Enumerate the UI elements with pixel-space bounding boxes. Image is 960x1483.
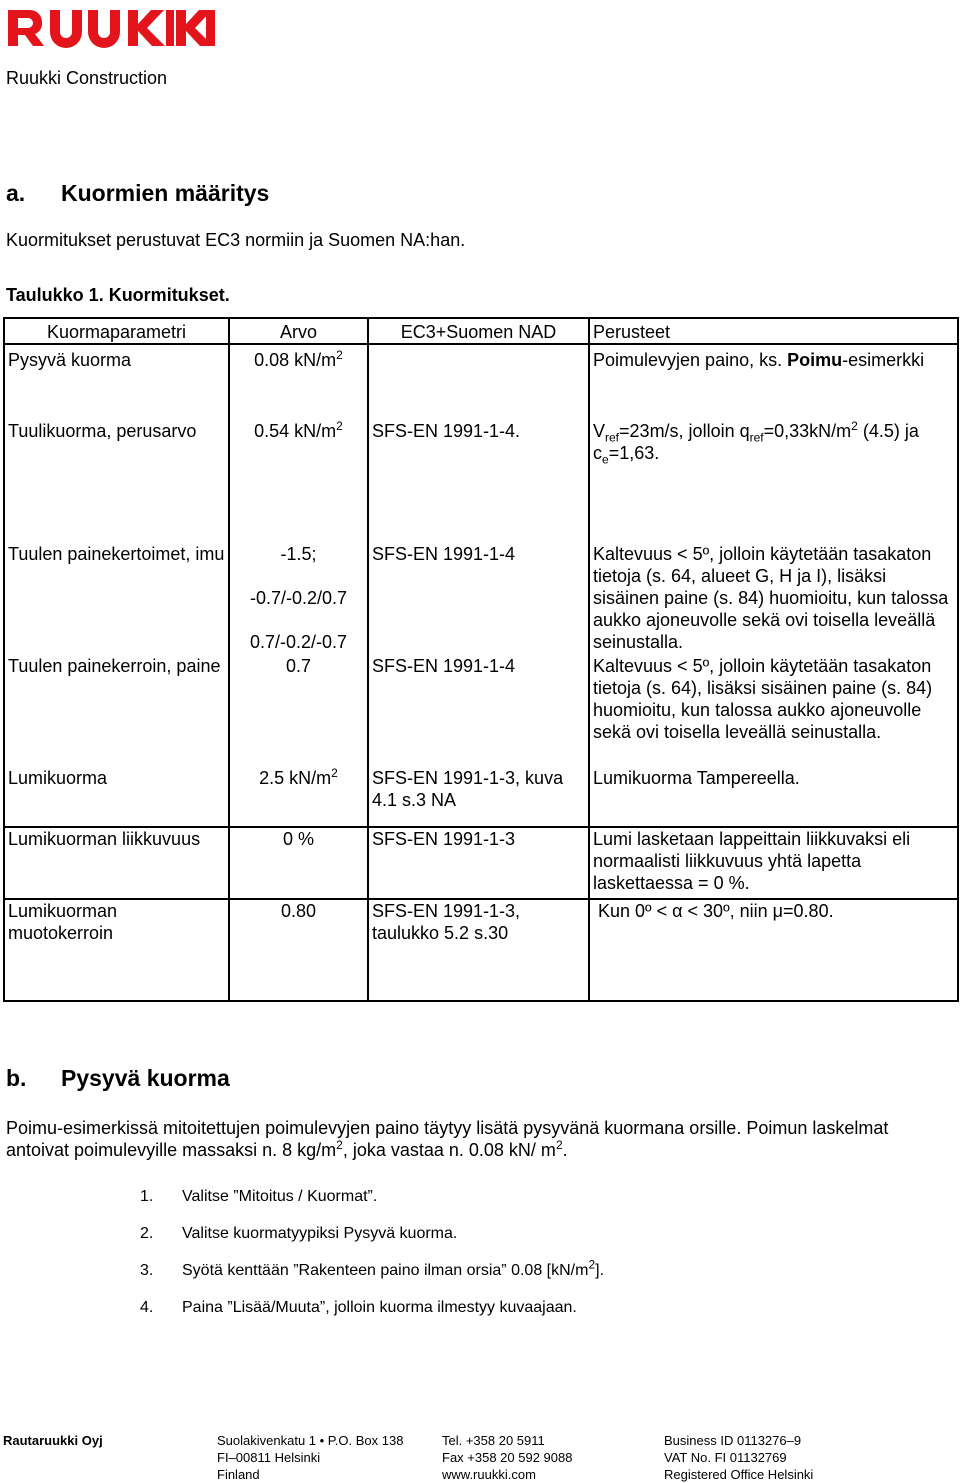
list-item: 1. Valitse ”Mitoitus / Kuormat”. xyxy=(140,1188,378,1205)
cell-ref: SFS-EN 1991-1-4 xyxy=(368,655,589,767)
cell-param: Tuulen painekertoimet, imu xyxy=(4,543,229,655)
cell-param: Tuulen painekerroin, paine xyxy=(4,655,229,767)
header-value: Arvo xyxy=(229,318,368,344)
table-row xyxy=(4,543,958,655)
table-row xyxy=(4,420,958,543)
header-basis: Perusteet xyxy=(589,318,958,344)
ruukki-logo xyxy=(6,2,216,50)
section-a-intro: Kuormitukset perustuvat EC3 normiin ja Suomen NA:han. xyxy=(6,230,466,250)
table-row xyxy=(4,767,958,827)
cell-value: -1.5; -0.7/-0.2/0.7 0.7/-0.2/-0.7 xyxy=(229,543,368,655)
table-header-row xyxy=(4,318,958,344)
list-item: 4. Paina ”Lisää/Muuta”, jolloin kuorma ilmestyy kuvaajaan. xyxy=(140,1299,577,1316)
cell-basis: Kaltevuus < 5º, jolloin käytetään tasakaton tietoja (s. 64), lisäksi sisäinen paine (s. 84) huomioitu, kun talossa aukko ajoneuvolle sekä ovi toisella leveällä seinustalla. xyxy=(589,655,958,767)
cell-ref xyxy=(368,344,589,420)
table-row xyxy=(4,344,958,420)
cell-basis: Kaltevuus < 5º, jolloin käytetään tasakaton tietoja (s. 64, alueet G, H ja I), lisäksi sisäinen paine (s. 84) huomioitu, kun talossa aukko ajoneuvolle sekä ovi toisella leveällä seinustalla. xyxy=(589,543,958,655)
section-b-paragraph: Poimu-esimerkissä mitoitettujen poimulevyjen paino täytyy lisätä pysyvänä kuormana orsille. Poimun laskelmat antoivat poimulevyille massaksi n. 8 $kg/m^2$, joka vastaa n. 0.08 kN/ $m^2$. xyxy=(6,1118,889,1160)
table-row xyxy=(4,655,958,767)
section-a-number: a. xyxy=(6,180,26,206)
cell-ref: SFS-EN 1991-1-3, taulukko 5.2 s.30 xyxy=(368,899,589,1001)
cell-ref: SFS-EN 1991-1-3, kuva 4.1 s.3 NA xyxy=(368,767,589,827)
list-item: 2. Valitse kuormatyypiksi Pysyvä kuorma. xyxy=(140,1225,458,1242)
cell-basis: Kun 0º < α < 30º, niin μ=0.80. xyxy=(589,899,958,1001)
footer-contact: Tel. +358 20 5911 Fax +358 20 592 9088 www.ruukki.com xyxy=(442,1433,573,1482)
table-caption: Taulukko 1. Kuormitukset. xyxy=(6,285,230,305)
ruukki-logo-svg xyxy=(6,2,216,50)
cell-basis: Lumi lasketaan lappeittain liikkuvaksi eli normaalisti liikkuvuus yhtä lapetta laskettaessa = 0 %. xyxy=(589,827,958,899)
cell-value: 2.5 $kN/m^2$ xyxy=(229,767,368,827)
table-row xyxy=(4,827,958,899)
section-b-title: Pysyvä kuorma xyxy=(61,1065,230,1091)
loads-table xyxy=(3,317,959,1002)
cell-value: 0 % xyxy=(229,827,368,899)
cell-param: Lumikuorman liikkuvuus xyxy=(4,827,229,899)
cell-param: Tuulikuorma, perusarvo xyxy=(4,420,229,543)
cell-basis: Poimulevyjen paino, ks. Poimu-esimerkki xyxy=(589,344,958,420)
header-param: Kuormaparametri xyxy=(4,318,229,344)
section-b-heading xyxy=(6,1065,230,1092)
cell-value: 0.54 $kN/m^2$ xyxy=(229,420,368,543)
cell-basis: $V_{ref}=23m/s$, jolloin $q_{ref}=0,33kN/m^2$ (4.5) ja $c_e=1,63$. xyxy=(589,420,958,543)
header-ref: EC3+Suomen NAD xyxy=(368,318,589,344)
cell-param: Lumikuorma xyxy=(4,767,229,827)
cell-param: Pysyvä kuorma xyxy=(4,344,229,420)
cell-value: 0.08 $kN/m^2$ xyxy=(229,344,368,420)
cell-ref: SFS-EN 1991-1-4. xyxy=(368,420,589,543)
section-a-title: Kuormien määritys xyxy=(61,180,270,206)
footer-registry: Business ID 0113276–9 VAT No. FI 01132769 Registered Office Helsinki xyxy=(664,1433,814,1482)
cell-param: Lumikuorman muotokerroin xyxy=(4,899,229,1001)
steps-list xyxy=(140,1188,604,1336)
list-item: 3. Syötä kenttään ”Rakenteen paino ilman orsia” 0.08 $[kN/m^2]$. xyxy=(140,1257,605,1279)
footer-company: Rautaruukki Oyj xyxy=(3,1433,103,1448)
cell-basis: Lumikuorma Tampereella. xyxy=(589,767,958,827)
cell-value: 0.80 xyxy=(229,899,368,1001)
cell-value: 0.7 xyxy=(229,655,368,767)
section-a-heading xyxy=(6,180,269,207)
section-b-number: b. xyxy=(6,1065,27,1091)
company-name: Ruukki Construction xyxy=(6,68,168,88)
table-row xyxy=(4,899,958,1001)
footer-address: Suolakivenkatu 1 • P.O. Box 138 FI–00811 Helsinki Finland xyxy=(217,1433,404,1482)
cell-ref: SFS-EN 1991-1-3 xyxy=(368,827,589,899)
cell-ref: SFS-EN 1991-1-4 xyxy=(368,543,589,655)
